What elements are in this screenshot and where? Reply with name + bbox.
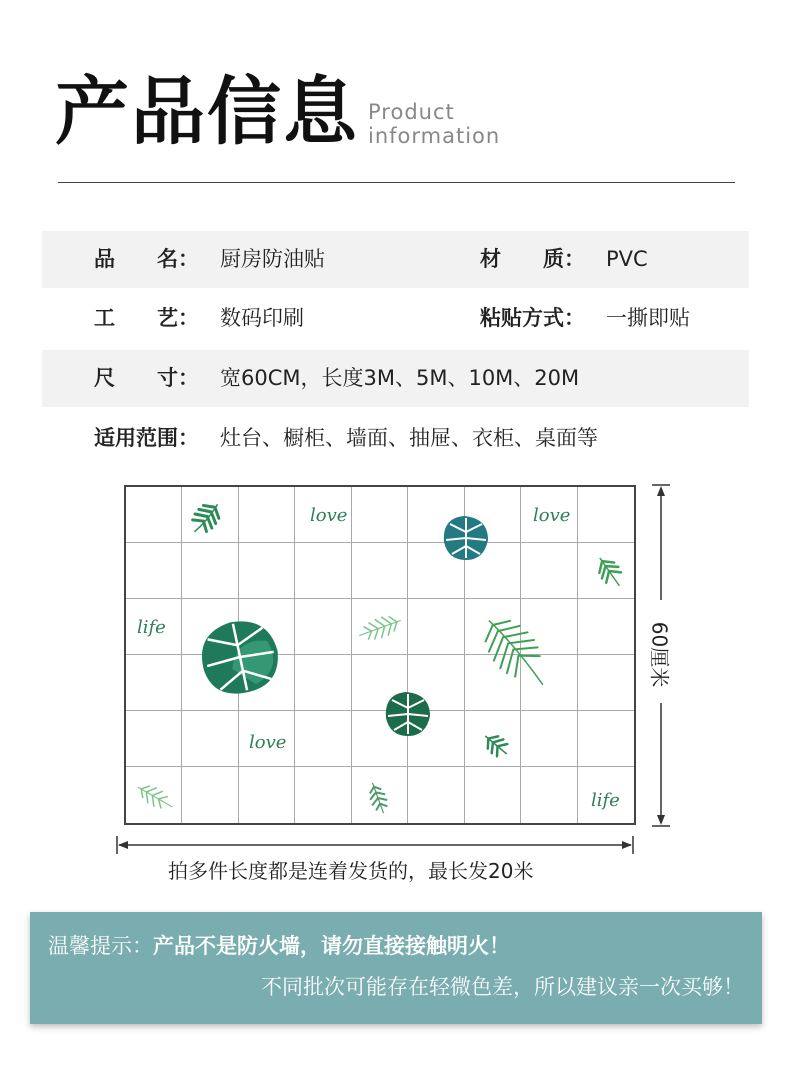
grid-tile bbox=[408, 487, 464, 543]
tile-grid-illustration bbox=[124, 485, 636, 825]
grid-tile bbox=[295, 543, 351, 599]
grid-tile bbox=[521, 711, 577, 767]
grid-tile bbox=[578, 655, 634, 711]
grid-tile bbox=[352, 487, 408, 543]
notice-box bbox=[30, 912, 762, 1024]
grid-tile bbox=[465, 543, 521, 599]
grid-tile bbox=[578, 599, 634, 655]
grid-tile bbox=[182, 487, 238, 543]
grid-tile bbox=[352, 767, 408, 823]
scope-label: 适用范围： bbox=[94, 426, 199, 450]
grid-tile bbox=[465, 655, 521, 711]
notice-line-1 bbox=[48, 930, 510, 960]
spec-row-size bbox=[42, 350, 749, 407]
title-divider bbox=[58, 182, 735, 183]
grid-tile bbox=[182, 711, 238, 767]
grid-tile bbox=[239, 655, 295, 711]
page-subtitle bbox=[368, 100, 500, 148]
scope-value: 灶台、橱柜、墙面、抽屉、衣柜、桌面等 bbox=[220, 426, 598, 450]
grid-tile bbox=[408, 543, 464, 599]
love-word: love bbox=[533, 505, 571, 526]
notice-label: 温馨提示： bbox=[48, 934, 153, 958]
grid-tile bbox=[408, 599, 464, 655]
page-title: 产品信息 bbox=[55, 69, 359, 155]
subtitle-line-2: information bbox=[368, 124, 501, 148]
grid-tile bbox=[182, 543, 238, 599]
grid-tile bbox=[295, 599, 351, 655]
grid-tile bbox=[465, 711, 521, 767]
grid-tile bbox=[352, 599, 408, 655]
spec-row-craft-method bbox=[42, 290, 749, 347]
grid-tile bbox=[521, 655, 577, 711]
life-word: life bbox=[591, 790, 620, 811]
grid-tile bbox=[239, 487, 295, 543]
grid-tile bbox=[352, 543, 408, 599]
grid-tile bbox=[352, 655, 408, 711]
grid-tile bbox=[182, 767, 238, 823]
size-label: 尺 寸： bbox=[94, 366, 199, 390]
name-label: 品 名： bbox=[94, 247, 199, 271]
spec-row-scope bbox=[42, 410, 749, 467]
length-label: 拍多件长度都是连着发货的，最长发20米 bbox=[168, 859, 534, 883]
grid-tile bbox=[126, 767, 182, 823]
grid-tile bbox=[295, 655, 351, 711]
grid-tile bbox=[182, 599, 238, 655]
subtitle-line-1: Product bbox=[368, 100, 455, 124]
grid-tile bbox=[239, 543, 295, 599]
grid-tile bbox=[126, 711, 182, 767]
spec-row-name-material bbox=[42, 231, 749, 288]
love-word: love bbox=[310, 505, 348, 526]
material-value: PVC bbox=[606, 247, 648, 271]
grid-tile bbox=[126, 543, 182, 599]
love-word: love bbox=[249, 732, 287, 753]
notice-line-2: 不同批次可能存在轻微色差，所以建议亲一次买够！ bbox=[261, 975, 744, 999]
grid-tile bbox=[239, 767, 295, 823]
grid-tile bbox=[465, 599, 521, 655]
grid-tile bbox=[408, 655, 464, 711]
height-label: 60厘米 bbox=[647, 621, 672, 688]
name-value: 厨房防油贴 bbox=[220, 247, 325, 271]
grid-tile bbox=[182, 655, 238, 711]
method-value: 一撕即贴 bbox=[606, 306, 690, 330]
grid-tile bbox=[295, 767, 351, 823]
grid-tile bbox=[521, 767, 577, 823]
grid-tile bbox=[578, 711, 634, 767]
grid-tile bbox=[352, 711, 408, 767]
grid-tile bbox=[465, 487, 521, 543]
grid-tile bbox=[239, 599, 295, 655]
method-label: 粘贴方式： bbox=[480, 306, 585, 330]
grid-tile bbox=[578, 543, 634, 599]
craft-value: 数码印刷 bbox=[220, 306, 304, 330]
life-word: life bbox=[137, 617, 166, 638]
grid-tile bbox=[578, 487, 634, 543]
grid-tile bbox=[408, 767, 464, 823]
grid-tile bbox=[521, 599, 577, 655]
grid-tile bbox=[521, 543, 577, 599]
grid-tile bbox=[126, 487, 182, 543]
grid-tile bbox=[465, 767, 521, 823]
size-value: 宽60CM，长度3M、5M、10M、20M bbox=[220, 366, 580, 390]
material-label: 材 质： bbox=[480, 247, 585, 271]
grid-tile bbox=[295, 711, 351, 767]
craft-label: 工 艺： bbox=[94, 306, 199, 330]
notice-fire-warning: 产品不是防火墙，请勿直接接触明火！ bbox=[153, 934, 510, 958]
grid-tile bbox=[408, 711, 464, 767]
length-dimension-line bbox=[117, 836, 633, 854]
grid-tile bbox=[126, 655, 182, 711]
